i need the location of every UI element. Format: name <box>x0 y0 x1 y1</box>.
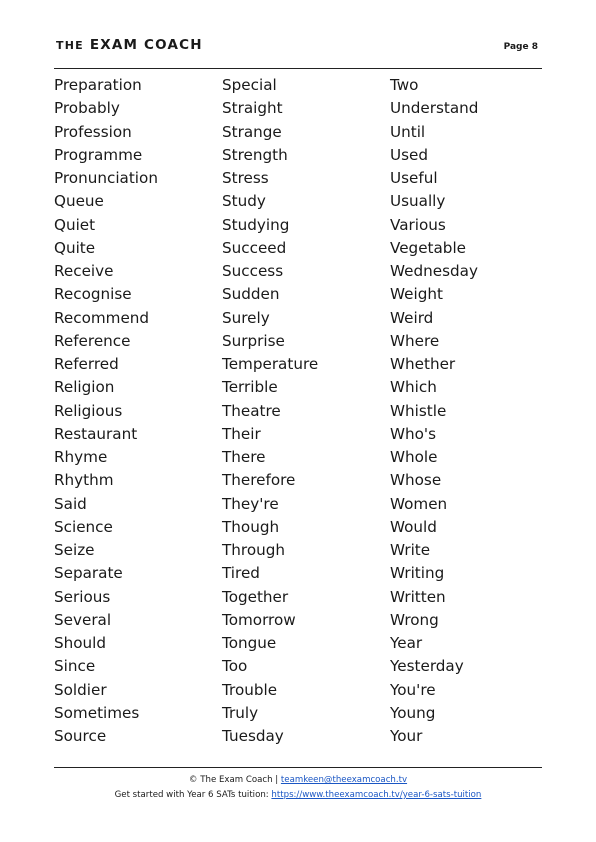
word-item: Where <box>390 331 440 350</box>
word-item: Sometimes <box>54 703 140 722</box>
word-item: Referred <box>54 355 119 373</box>
logo-main-a: EXA <box>89 37 124 53</box>
word-item: Through <box>222 541 285 559</box>
word-item: Soldier <box>54 680 107 699</box>
word-item: Write <box>390 541 431 559</box>
word-item: Profession <box>54 122 132 141</box>
word-column-3 <box>390 74 478 748</box>
word-item: Yesterday <box>390 657 464 676</box>
word-item: Strength <box>222 145 288 164</box>
email-link[interactable]: teamkeen@theexamcoach.tv <box>280 775 408 785</box>
word-item: Special <box>222 76 277 94</box>
word-item: Trouble <box>222 680 278 699</box>
word-item: Preparation <box>54 76 142 94</box>
word-item: Two <box>390 76 419 94</box>
word-item: Truly <box>222 703 259 722</box>
word-item: Therefore <box>222 471 296 490</box>
word-item: Rhyme <box>54 448 108 466</box>
word-item: Said <box>54 494 87 513</box>
word-item: Straight <box>222 99 283 118</box>
logo-main-b: M COACH <box>123 37 203 53</box>
header-divider <box>54 68 542 69</box>
exam-coach-logo <box>56 37 203 53</box>
word-item: Religion <box>54 378 115 397</box>
word-column-1 <box>54 74 158 748</box>
word-item: Writing <box>390 564 445 583</box>
word-item: Various <box>390 215 446 234</box>
word-item: Surprise <box>222 331 285 350</box>
word-item: Wednesday <box>390 262 478 280</box>
word-item: Quiet <box>54 215 96 234</box>
word-item: Stress <box>222 169 269 187</box>
word-item: Tomorrow <box>222 610 296 629</box>
word-item: Rhythm <box>54 471 114 490</box>
word-item: Theatre <box>222 401 281 420</box>
word-item: Whose <box>390 471 442 490</box>
word-item: Weird <box>390 308 434 327</box>
word-item: Seize <box>54 541 95 559</box>
word-item: Serious <box>54 587 111 606</box>
footer-line-1 <box>54 773 542 788</box>
word-item: Recognise <box>54 285 132 304</box>
word-item: Receive <box>54 262 114 280</box>
word-item: Who's <box>390 424 437 443</box>
word-item: Whole <box>390 448 438 466</box>
word-item: Your <box>390 727 423 745</box>
word-item: Pronunciation <box>54 169 158 187</box>
word-item: Queue <box>54 192 104 211</box>
word-item: Would <box>390 517 437 536</box>
word-item: Though <box>222 517 280 536</box>
word-item: Reference <box>54 331 131 350</box>
copyright-text: © The Exam Coach | <box>188 775 279 785</box>
page-footer <box>54 773 542 803</box>
word-item: Written <box>390 587 446 606</box>
word-item: Terrible <box>222 378 278 397</box>
word-item: Sudden <box>222 285 280 304</box>
word-item: Tired <box>222 564 260 583</box>
word-item: Tuesday <box>222 727 284 745</box>
word-item: Quite <box>54 238 96 257</box>
word-item: Which <box>390 378 437 397</box>
footer-line-2 <box>54 788 542 803</box>
word-item: Programme <box>54 145 143 164</box>
word-item: Separate <box>54 564 123 583</box>
word-item: Usually <box>390 192 446 211</box>
word-item: Together <box>222 587 289 606</box>
word-item: Wrong <box>390 610 439 629</box>
word-item: Women <box>390 494 448 513</box>
word-item: Useful <box>390 169 438 187</box>
word-item: Used <box>390 145 429 164</box>
word-item: Tongue <box>222 634 277 652</box>
page-header <box>54 36 542 56</box>
footer-divider <box>54 767 542 768</box>
word-item: Since <box>54 657 96 676</box>
word-item: Too <box>222 657 248 676</box>
word-item: Understand <box>390 99 479 118</box>
cta-text: Get started with Year 6 SATs tuition: <box>114 790 269 800</box>
word-item: Young <box>390 703 436 722</box>
word-item: Should <box>54 634 107 652</box>
word-item: Year <box>390 634 423 652</box>
tuition-link[interactable]: https://www.theexamcoach.tv/year-6-sats-tuition <box>271 790 482 800</box>
page-number: Page 8 <box>503 42 538 52</box>
word-column-2 <box>222 74 318 748</box>
word-item: Vegetable <box>390 238 467 257</box>
word-item: You're <box>390 680 436 699</box>
word-item: Several <box>54 610 112 629</box>
word-item: Success <box>222 262 284 280</box>
word-item: Until <box>390 122 426 141</box>
word-item: Studying <box>222 215 290 234</box>
word-item: Recommend <box>54 308 150 327</box>
word-item: Weight <box>390 285 443 304</box>
word-item: Study <box>222 192 266 211</box>
word-item: There <box>222 448 266 466</box>
word-item: Religious <box>54 401 123 420</box>
word-item: Probably <box>54 99 120 118</box>
word-item: Whether <box>390 355 456 373</box>
word-item: Temperature <box>222 355 319 373</box>
word-item: They're <box>222 494 279 513</box>
word-item: Their <box>222 424 261 443</box>
word-item: Science <box>54 517 113 536</box>
word-item: Strange <box>222 122 282 141</box>
word-item: Succeed <box>222 238 287 257</box>
word-item: Source <box>54 727 107 745</box>
word-item: Surely <box>222 308 270 327</box>
word-item: Restaurant <box>54 424 138 443</box>
logo-prefix: THE <box>56 39 84 52</box>
word-item: Whistle <box>390 401 447 420</box>
